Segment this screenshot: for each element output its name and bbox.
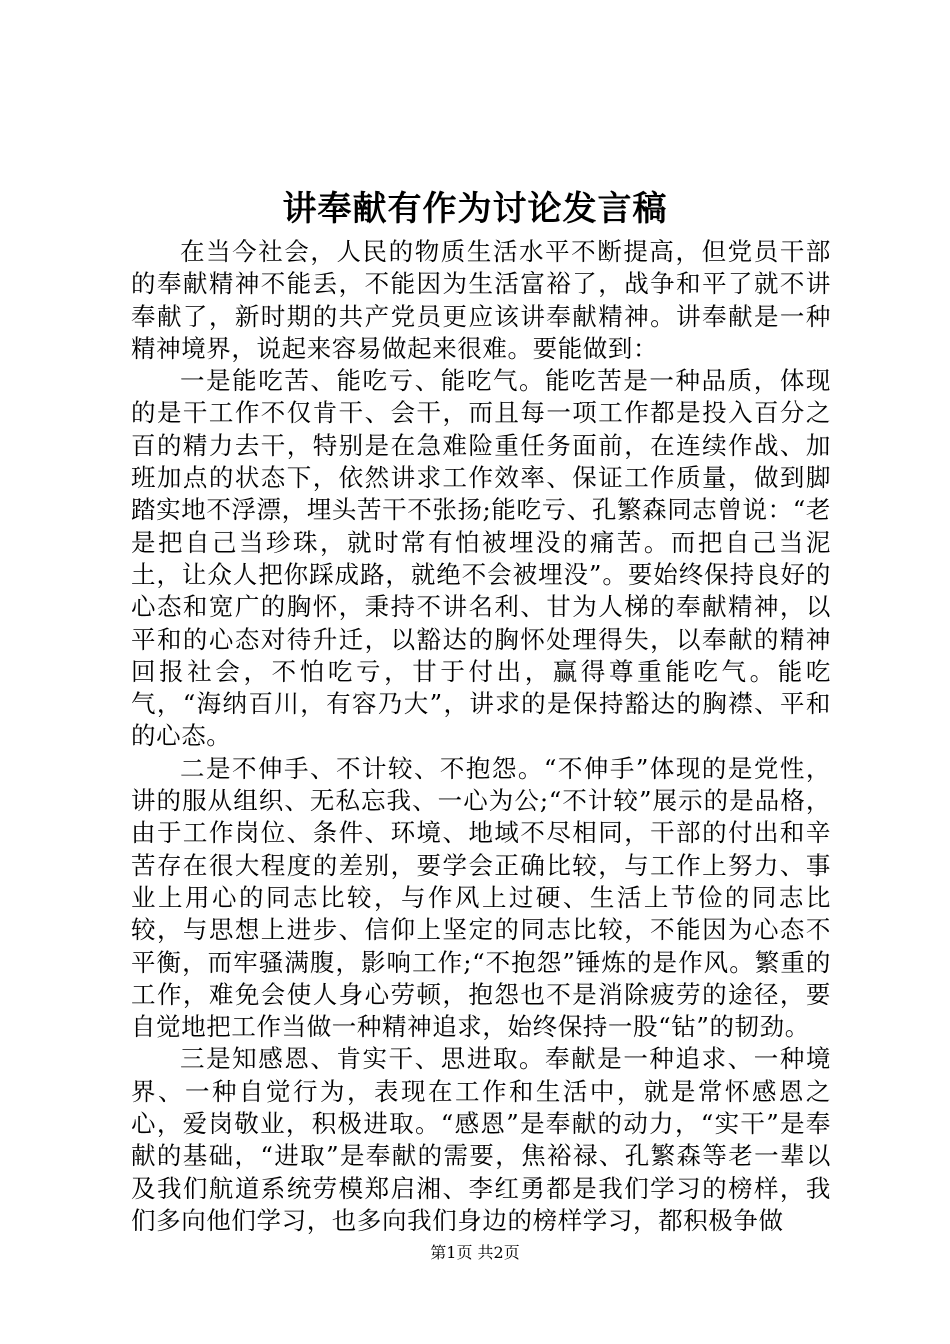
paragraph-intro: 在当今社会，人民的物质生活水平不断提高，但党员干部的奉献精神不能丢，不能因为生活富裕了，战争和平了就不讲奉献了，新时期的共产党员更应该讲奉献精神。讲奉献是一种精神境界，说起来容易做起来很难。要能做到： [131,237,831,363]
paragraph-point-three: 三是知感恩、肯实干、思进取。奉献是一种追求、一种境界、一种自觉行为，表现在工作和生活中，就是常怀感恩之心，爱岗敬业，积极进取。“感恩”是奉献的动力，“实干”是奉献的基础，“进取”是奉献的需要，焦裕禄、孔繁森等老一辈以及我们航道系统劳模郑启湘、李红勇都是我们学习的榜样，我们多向他们学习，也多向我们身边的榜样学习，都积极争做 [131,1044,831,1235]
page-number-footer: 第1页 共2页 [430,1243,520,1262]
document-body [131,236,831,1237]
document-title: 讲奉献有作为讨论发言稿 [282,189,668,229]
paragraph-point-two: 二是不伸手、不计较、不抱怨。“不伸手”体现的是党性，讲的服从组织、无私忘我、一心为公;“不计较”展示的是品格，由于工作岗位、条件、环境、地域不尽相同，干部的付出和辛苦存在很大程度的差别，要学会正确比较，与工作上努力、事业上用心的同志比较，与作风上过硬、生活上节俭的同志比较，与思想上进步、信仰上坚定的同志比较，不能因为心态不平衡，而牢骚满腹，影响工作;“不抱怨”锤炼的是作风。繁重的工作，难免会使人身心劳顿，抱怨也不是消除疲劳的途径，要自觉地把工作当做一种精神追求，始终保持一股“钻”的韧劲。 [131,753,831,1042]
paragraph-point-one: 一是能吃苦、能吃亏、能吃气。能吃苦是一种品质，体现的是干工作不仅肯干、会干，而且每一项工作都是投入百分之百的精力去干，特别是在急难险重任务面前，在连续作战、加班加点的状态下，依然讲求工作效率、保证工作质量，做到脚踏实地不浮漂，埋头苦干不张扬;能吃亏、孔繁森同志曾说：“老是把自己当珍珠，就时常有怕被埋没的痛苦。而把自己当泥土，让众人把你踩成路，就绝不会被埋没”。要始终保持良好的心态和宽广的胸怀，秉持不讲名利、甘为人梯的奉献精神，以平和的心态对待升迁，以豁达的胸怀处理得失，以奉献的精神回报社会，不怕吃亏，甘于付出，赢得尊重能吃气。能吃气，“海纳百川，有容乃大”，讲求的是保持豁达的胸襟、平和的心态。 [131,366,831,751]
